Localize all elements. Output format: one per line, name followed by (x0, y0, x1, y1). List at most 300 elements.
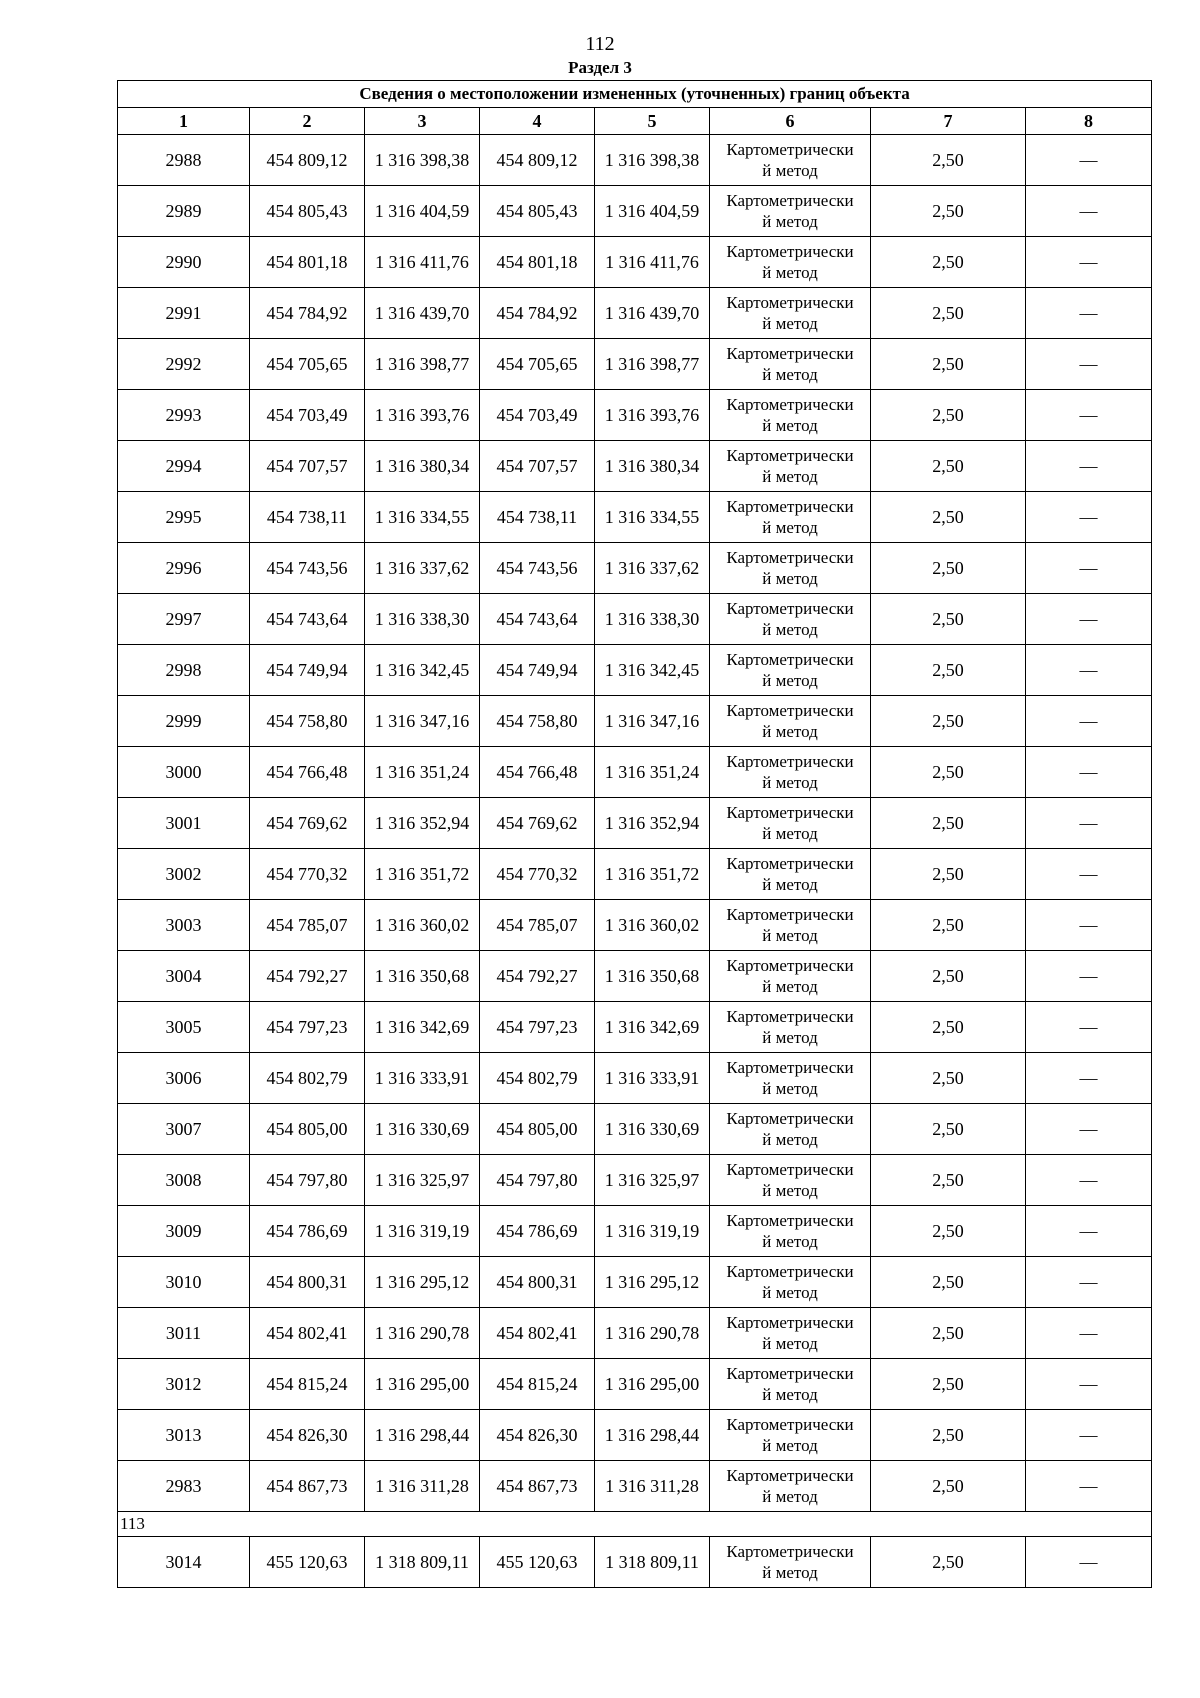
y-old-cell: 1 316 398,38 (365, 135, 480, 186)
method-cell (710, 1461, 871, 1512)
x-old-cell: 454 805,00 (250, 1104, 365, 1155)
point-number-cell: 2983 (118, 1461, 250, 1512)
point-number-cell: 3012 (118, 1359, 250, 1410)
method-line-1: Картометрически (726, 803, 854, 822)
x-new-cell: 454 801,18 (480, 237, 595, 288)
y-new-cell: 1 316 334,55 (595, 492, 710, 543)
accuracy-cell: 2,50 (871, 186, 1026, 237)
y-old-cell: 1 316 338,30 (365, 594, 480, 645)
column-header-2: 2 (250, 108, 365, 135)
method-line-2: й метод (762, 926, 818, 945)
method-line-1: Картометрически (726, 293, 854, 312)
table-row (118, 645, 1152, 696)
y-old-cell: 1 316 311,28 (365, 1461, 480, 1512)
dash-cell: — (1026, 951, 1152, 1002)
method-line-2: й метод (762, 1487, 818, 1506)
x-old-cell: 454 707,57 (250, 441, 365, 492)
method-line-1: Картометрически (726, 1058, 854, 1077)
method-line-2: й метод (762, 263, 818, 282)
method-line-1: Картометрически (726, 1364, 854, 1383)
method-line-1: Картометрически (726, 548, 854, 567)
table-row (118, 135, 1152, 186)
accuracy-cell: 2,50 (871, 798, 1026, 849)
method-line-2: й метод (762, 1232, 818, 1251)
accuracy-cell: 2,50 (871, 849, 1026, 900)
point-number-cell: 3011 (118, 1308, 250, 1359)
x-new-cell: 454 707,57 (480, 441, 595, 492)
y-old-cell: 1 316 398,77 (365, 339, 480, 390)
point-number-cell: 3006 (118, 1053, 250, 1104)
dash-cell: — (1026, 1308, 1152, 1359)
table-row (118, 1002, 1152, 1053)
method-cell (710, 186, 871, 237)
method-line-1: Картометрически (726, 1542, 854, 1561)
x-old-cell: 454 703,49 (250, 390, 365, 441)
dash-cell: — (1026, 1053, 1152, 1104)
column-header-7: 7 (871, 108, 1026, 135)
y-new-cell: 1 316 439,70 (595, 288, 710, 339)
method-line-2: й метод (762, 161, 818, 180)
method-line-1: Картометрически (726, 1415, 854, 1434)
y-new-cell: 1 316 342,45 (595, 645, 710, 696)
table-row (118, 1308, 1152, 1359)
table-row (118, 237, 1152, 288)
method-line-1: Картометрически (726, 1262, 854, 1281)
x-new-cell: 454 784,92 (480, 288, 595, 339)
method-cell (710, 237, 871, 288)
method-cell (710, 1537, 871, 1588)
accuracy-cell: 2,50 (871, 339, 1026, 390)
method-line-2: й метод (762, 620, 818, 639)
dash-cell: — (1026, 900, 1152, 951)
accuracy-cell: 2,50 (871, 1257, 1026, 1308)
dash-cell: — (1026, 849, 1152, 900)
table-row (118, 1410, 1152, 1461)
x-old-cell: 454 705,65 (250, 339, 365, 390)
y-new-cell: 1 316 393,76 (595, 390, 710, 441)
point-number-cell: 3004 (118, 951, 250, 1002)
dash-cell: — (1026, 1206, 1152, 1257)
point-number-cell: 3001 (118, 798, 250, 849)
table-row (118, 492, 1152, 543)
table-row (118, 1104, 1152, 1155)
y-new-cell: 1 316 337,62 (595, 543, 710, 594)
point-number-cell: 3009 (118, 1206, 250, 1257)
y-old-cell: 1 316 337,62 (365, 543, 480, 594)
accuracy-cell: 2,50 (871, 1359, 1026, 1410)
x-old-cell: 454 792,27 (250, 951, 365, 1002)
method-line-1: Картометрически (726, 650, 854, 669)
dash-cell: — (1026, 1155, 1152, 1206)
y-old-cell: 1 316 352,94 (365, 798, 480, 849)
accuracy-cell: 2,50 (871, 543, 1026, 594)
x-old-cell: 454 867,73 (250, 1461, 365, 1512)
dash-cell: — (1026, 1002, 1152, 1053)
method-line-1: Картометрически (726, 242, 854, 261)
dash-cell: — (1026, 1461, 1152, 1512)
x-new-cell: 454 797,23 (480, 1002, 595, 1053)
dash-cell: — (1026, 594, 1152, 645)
y-old-cell: 1 316 319,19 (365, 1206, 480, 1257)
accuracy-cell: 2,50 (871, 1155, 1026, 1206)
dash-cell: — (1026, 237, 1152, 288)
point-number-cell: 2993 (118, 390, 250, 441)
method-line-2: й метод (762, 365, 818, 384)
accuracy-cell: 2,50 (871, 1002, 1026, 1053)
accuracy-cell: 2,50 (871, 900, 1026, 951)
x-old-cell: 454 743,64 (250, 594, 365, 645)
point-number-cell: 2988 (118, 135, 250, 186)
method-line-2: й метод (762, 1385, 818, 1404)
x-old-cell: 454 749,94 (250, 645, 365, 696)
method-line-1: Картометрически (726, 446, 854, 465)
method-cell (710, 849, 871, 900)
x-new-cell: 454 766,48 (480, 747, 595, 798)
method-line-2: й метод (762, 671, 818, 690)
y-old-cell: 1 316 342,45 (365, 645, 480, 696)
method-line-2: й метод (762, 1181, 818, 1200)
x-new-cell: 454 800,31 (480, 1257, 595, 1308)
dash-cell: — (1026, 1359, 1152, 1410)
method-line-1: Картометрически (726, 191, 854, 210)
table-row (118, 1461, 1152, 1512)
y-old-cell: 1 316 298,44 (365, 1410, 480, 1461)
point-number-cell: 3000 (118, 747, 250, 798)
accuracy-cell: 2,50 (871, 1461, 1026, 1512)
dash-cell: — (1026, 441, 1152, 492)
y-old-cell: 1 316 347,16 (365, 696, 480, 747)
x-new-cell: 454 805,00 (480, 1104, 595, 1155)
dash-cell: — (1026, 1537, 1152, 1588)
y-old-cell: 1 316 393,76 (365, 390, 480, 441)
method-cell (710, 645, 871, 696)
x-old-cell: 454 770,32 (250, 849, 365, 900)
accuracy-cell: 2,50 (871, 594, 1026, 645)
x-new-cell: 454 826,30 (480, 1410, 595, 1461)
table-row (118, 441, 1152, 492)
table-row (118, 1537, 1152, 1588)
table-row (118, 186, 1152, 237)
point-number-cell: 2999 (118, 696, 250, 747)
dash-cell: — (1026, 339, 1152, 390)
x-old-cell: 454 802,41 (250, 1308, 365, 1359)
y-new-cell: 1 316 290,78 (595, 1308, 710, 1359)
x-old-cell: 454 769,62 (250, 798, 365, 849)
y-new-cell: 1 318 809,11 (595, 1537, 710, 1588)
x-new-cell: 454 797,80 (480, 1155, 595, 1206)
y-old-cell: 1 316 295,12 (365, 1257, 480, 1308)
method-line-2: й метод (762, 977, 818, 996)
y-old-cell: 1 316 380,34 (365, 441, 480, 492)
dash-cell: — (1026, 135, 1152, 186)
x-new-cell: 454 770,32 (480, 849, 595, 900)
column-header-4: 4 (480, 108, 595, 135)
y-old-cell: 1 316 351,72 (365, 849, 480, 900)
x-old-cell: 454 786,69 (250, 1206, 365, 1257)
column-header-3: 3 (365, 108, 480, 135)
accuracy-cell: 2,50 (871, 951, 1026, 1002)
method-cell (710, 747, 871, 798)
point-number-cell: 2995 (118, 492, 250, 543)
y-new-cell: 1 316 351,72 (595, 849, 710, 900)
x-new-cell: 454 743,56 (480, 543, 595, 594)
method-cell (710, 1257, 871, 1308)
method-line-2: й метод (762, 1130, 818, 1149)
method-line-1: Картометрически (726, 497, 854, 516)
y-new-cell: 1 316 330,69 (595, 1104, 710, 1155)
method-cell (710, 1206, 871, 1257)
point-number-cell: 2997 (118, 594, 250, 645)
x-new-cell: 455 120,63 (480, 1537, 595, 1588)
y-old-cell: 1 316 342,69 (365, 1002, 480, 1053)
y-new-cell: 1 316 398,77 (595, 339, 710, 390)
table-row (118, 951, 1152, 1002)
method-line-2: й метод (762, 1283, 818, 1302)
y-old-cell: 1 316 404,59 (365, 186, 480, 237)
y-new-cell: 1 316 398,38 (595, 135, 710, 186)
x-old-cell: 454 805,43 (250, 186, 365, 237)
y-new-cell: 1 316 351,24 (595, 747, 710, 798)
y-new-cell: 1 316 350,68 (595, 951, 710, 1002)
coordinates-table (117, 80, 1152, 1588)
x-new-cell: 454 785,07 (480, 900, 595, 951)
method-cell (710, 1053, 871, 1104)
table-row (118, 390, 1152, 441)
x-new-cell: 454 805,43 (480, 186, 595, 237)
table-row (118, 1359, 1152, 1410)
method-cell (710, 543, 871, 594)
x-new-cell: 454 769,62 (480, 798, 595, 849)
table-caption: Сведения о местоположении измененных (уточненных) границ объекта (118, 81, 1152, 108)
method-line-1: Картометрически (726, 395, 854, 414)
point-number-cell: 3013 (118, 1410, 250, 1461)
x-new-cell: 454 738,11 (480, 492, 595, 543)
point-number-cell: 2996 (118, 543, 250, 594)
method-line-1: Картометрически (726, 701, 854, 720)
table-row (118, 696, 1152, 747)
method-cell (710, 1002, 871, 1053)
x-old-cell: 454 800,31 (250, 1257, 365, 1308)
accuracy-cell: 2,50 (871, 1053, 1026, 1104)
dash-cell: — (1026, 543, 1152, 594)
method-cell (710, 900, 871, 951)
x-old-cell: 454 802,79 (250, 1053, 365, 1104)
method-line-1: Картометрически (726, 752, 854, 771)
accuracy-cell: 2,50 (871, 492, 1026, 543)
x-new-cell: 454 743,64 (480, 594, 595, 645)
y-new-cell: 1 316 325,97 (595, 1155, 710, 1206)
table-row (118, 849, 1152, 900)
table-row (118, 1155, 1152, 1206)
x-new-cell: 454 867,73 (480, 1461, 595, 1512)
method-line-2: й метод (762, 1079, 818, 1098)
accuracy-cell: 2,50 (871, 390, 1026, 441)
accuracy-cell: 2,50 (871, 237, 1026, 288)
method-line-1: Картометрически (726, 956, 854, 975)
y-new-cell: 1 316 380,34 (595, 441, 710, 492)
y-new-cell: 1 316 404,59 (595, 186, 710, 237)
x-new-cell: 454 815,24 (480, 1359, 595, 1410)
method-line-2: й метод (762, 314, 818, 333)
method-line-1: Картометрически (726, 344, 854, 363)
table-row (118, 594, 1152, 645)
x-old-cell: 454 785,07 (250, 900, 365, 951)
method-cell (710, 1359, 871, 1410)
point-number-cell: 3002 (118, 849, 250, 900)
table-row (118, 1053, 1152, 1104)
accuracy-cell: 2,50 (871, 441, 1026, 492)
method-line-2: й метод (762, 875, 818, 894)
method-cell (710, 696, 871, 747)
method-line-2: й метод (762, 1436, 818, 1455)
point-number-cell: 2991 (118, 288, 250, 339)
accuracy-cell: 2,50 (871, 747, 1026, 798)
method-cell (710, 339, 871, 390)
dash-cell: — (1026, 1104, 1152, 1155)
y-new-cell: 1 316 298,44 (595, 1410, 710, 1461)
method-cell (710, 441, 871, 492)
table-row (118, 339, 1152, 390)
method-line-2: й метод (762, 722, 818, 741)
y-new-cell: 1 316 360,02 (595, 900, 710, 951)
y-new-cell: 1 316 319,19 (595, 1206, 710, 1257)
y-new-cell: 1 316 295,00 (595, 1359, 710, 1410)
table-body (118, 81, 1152, 1588)
y-old-cell: 1 316 325,97 (365, 1155, 480, 1206)
table-row (118, 288, 1152, 339)
y-new-cell: 1 316 352,94 (595, 798, 710, 849)
y-old-cell: 1 316 333,91 (365, 1053, 480, 1104)
x-new-cell: 454 809,12 (480, 135, 595, 186)
dash-cell: — (1026, 288, 1152, 339)
method-cell (710, 594, 871, 645)
section-title: Раздел 3 (568, 58, 632, 77)
method-line-1: Картометрически (726, 1313, 854, 1332)
page-break-label: 113 (118, 1512, 1152, 1537)
column-header-8: 8 (1026, 108, 1152, 135)
y-old-cell: 1 316 334,55 (365, 492, 480, 543)
dash-cell: — (1026, 696, 1152, 747)
y-old-cell: 1 316 350,68 (365, 951, 480, 1002)
x-old-cell: 454 738,11 (250, 492, 365, 543)
point-number-cell: 3010 (118, 1257, 250, 1308)
table-row (118, 798, 1152, 849)
method-cell (710, 798, 871, 849)
table-caption-row (118, 81, 1152, 108)
accuracy-cell: 2,50 (871, 645, 1026, 696)
method-cell (710, 951, 871, 1002)
accuracy-cell: 2,50 (871, 288, 1026, 339)
y-old-cell: 1 316 439,70 (365, 288, 480, 339)
page-break-row (118, 1512, 1152, 1537)
accuracy-cell: 2,50 (871, 1537, 1026, 1588)
dash-cell: — (1026, 390, 1152, 441)
method-line-2: й метод (762, 1563, 818, 1582)
x-new-cell: 454 802,41 (480, 1308, 595, 1359)
x-new-cell: 454 802,79 (480, 1053, 595, 1104)
method-line-2: й метод (762, 518, 818, 537)
point-number-cell: 3005 (118, 1002, 250, 1053)
x-old-cell: 454 797,23 (250, 1002, 365, 1053)
accuracy-cell: 2,50 (871, 696, 1026, 747)
dash-cell: — (1026, 1410, 1152, 1461)
method-cell (710, 1410, 871, 1461)
point-number-cell: 3008 (118, 1155, 250, 1206)
accuracy-cell: 2,50 (871, 135, 1026, 186)
x-old-cell: 454 766,48 (250, 747, 365, 798)
method-line-1: Картометрически (726, 1466, 854, 1485)
accuracy-cell: 2,50 (871, 1104, 1026, 1155)
accuracy-cell: 2,50 (871, 1410, 1026, 1461)
table-row (118, 747, 1152, 798)
point-number-cell: 3007 (118, 1104, 250, 1155)
y-old-cell: 1 316 411,76 (365, 237, 480, 288)
point-number-cell: 2994 (118, 441, 250, 492)
method-line-1: Картометрически (726, 599, 854, 618)
y-old-cell: 1 316 290,78 (365, 1308, 480, 1359)
x-old-cell: 454 826,30 (250, 1410, 365, 1461)
page-number: 112 (585, 33, 615, 55)
method-line-1: Картометрически (726, 905, 854, 924)
method-line-2: й метод (762, 569, 818, 588)
x-old-cell: 454 784,92 (250, 288, 365, 339)
x-old-cell: 454 797,80 (250, 1155, 365, 1206)
method-cell (710, 1308, 871, 1359)
method-line-2: й метод (762, 773, 818, 792)
x-new-cell: 454 786,69 (480, 1206, 595, 1257)
dash-cell: — (1026, 492, 1152, 543)
method-line-2: й метод (762, 824, 818, 843)
table-row (118, 900, 1152, 951)
x-new-cell: 454 703,49 (480, 390, 595, 441)
x-new-cell: 454 792,27 (480, 951, 595, 1002)
method-line-2: й метод (762, 212, 818, 231)
x-old-cell: 454 743,56 (250, 543, 365, 594)
method-line-2: й метод (762, 1334, 818, 1353)
method-line-1: Картометрически (726, 1160, 854, 1179)
method-cell (710, 1155, 871, 1206)
point-number-cell: 3003 (118, 900, 250, 951)
method-line-2: й метод (762, 1028, 818, 1047)
method-line-2: й метод (762, 467, 818, 486)
column-header-5: 5 (595, 108, 710, 135)
y-old-cell: 1 316 330,69 (365, 1104, 480, 1155)
accuracy-cell: 2,50 (871, 1308, 1026, 1359)
dash-cell: — (1026, 186, 1152, 237)
method-cell (710, 1104, 871, 1155)
method-cell (710, 288, 871, 339)
table-row (118, 543, 1152, 594)
x-old-cell: 455 120,63 (250, 1537, 365, 1588)
x-new-cell: 454 758,80 (480, 696, 595, 747)
x-old-cell: 454 815,24 (250, 1359, 365, 1410)
method-cell (710, 390, 871, 441)
y-new-cell: 1 316 311,28 (595, 1461, 710, 1512)
y-new-cell: 1 316 342,69 (595, 1002, 710, 1053)
y-old-cell: 1 318 809,11 (365, 1537, 480, 1588)
dash-cell: — (1026, 798, 1152, 849)
table-row (118, 1206, 1152, 1257)
y-old-cell: 1 316 360,02 (365, 900, 480, 951)
x-new-cell: 454 705,65 (480, 339, 595, 390)
dash-cell: — (1026, 747, 1152, 798)
method-line-1: Картометрически (726, 1007, 854, 1026)
y-new-cell: 1 316 411,76 (595, 237, 710, 288)
table-header-row (118, 108, 1152, 135)
method-cell (710, 492, 871, 543)
point-number-cell: 2990 (118, 237, 250, 288)
dash-cell: — (1026, 645, 1152, 696)
